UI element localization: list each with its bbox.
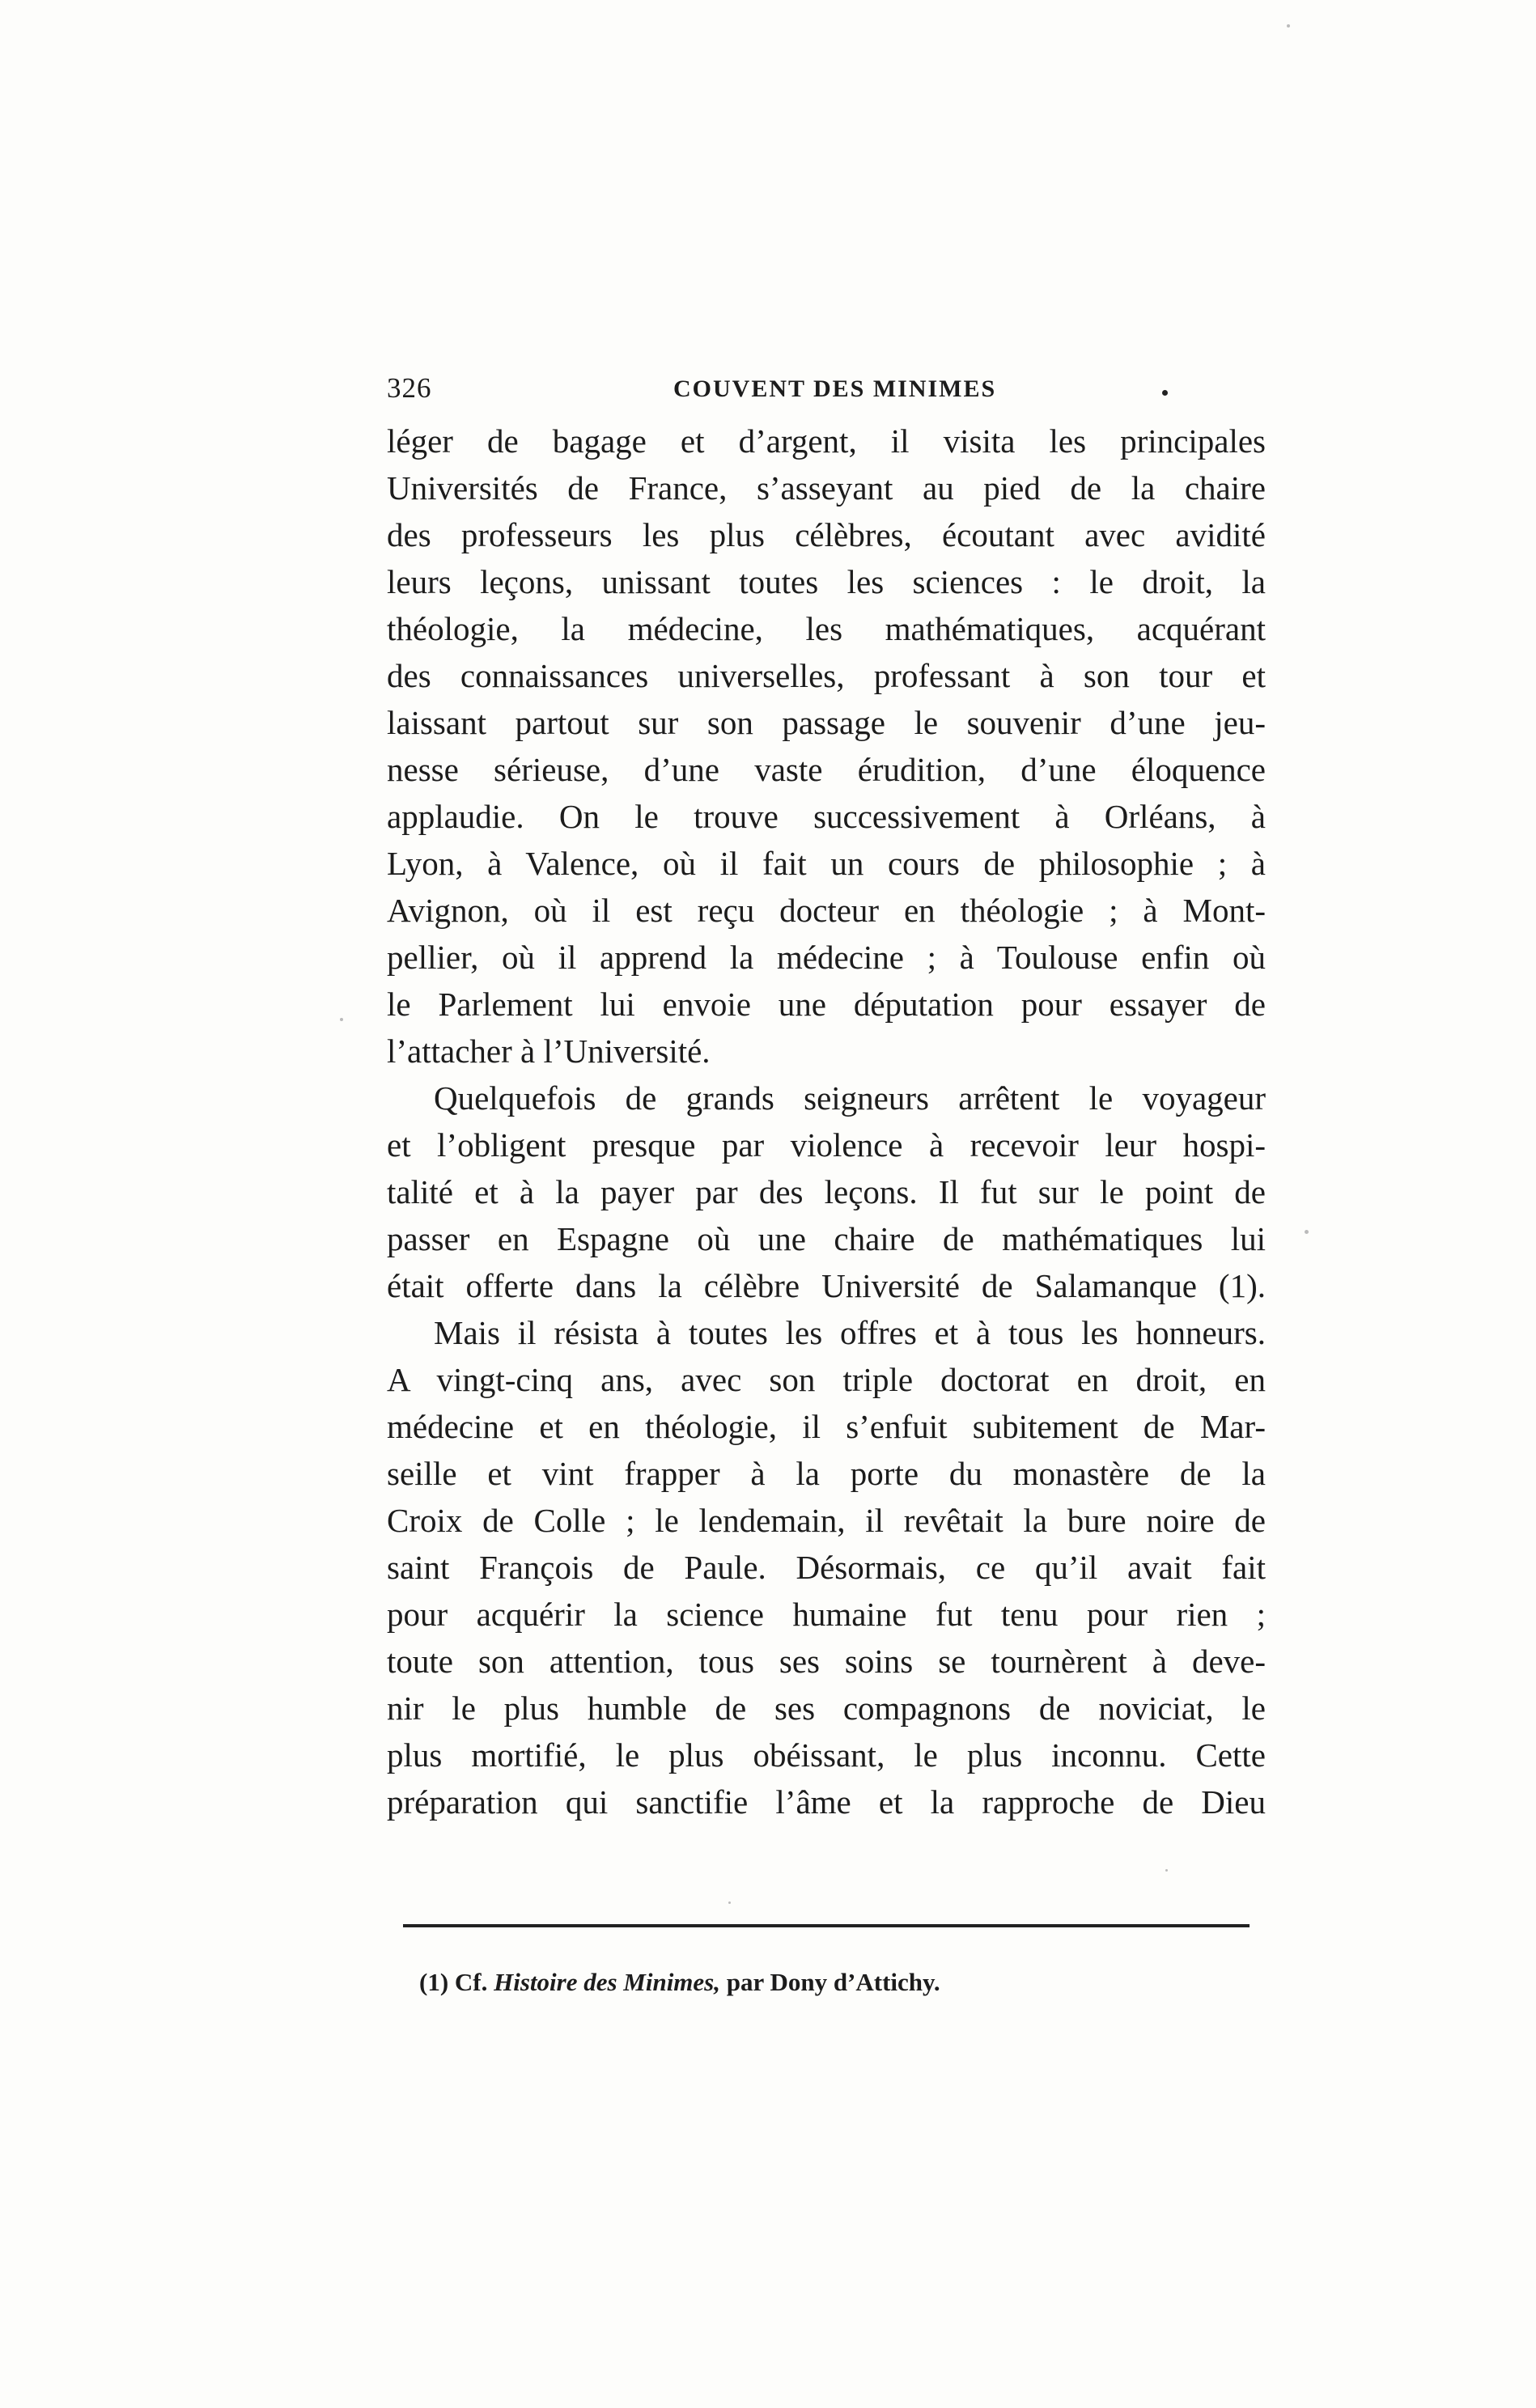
footnote-book-title: Histoire des Minimes,	[494, 1968, 720, 1996]
text-line: talité et à la payer par des leçons. Il fut sur le point de	[387, 1173, 1266, 1210]
text-line: nesse sérieuse, d’une vaste érudition, d’une éloquence	[387, 751, 1266, 788]
paragraph-end-line: était offerte dans la célèbre Université de Salamanque (1).	[387, 1267, 1266, 1304]
text-line: Universités de France, s’asseyant au pied de la chaire	[387, 469, 1266, 507]
text-line: le Parlement lui envoie une députation pour essayer de	[387, 986, 1266, 1023]
text-line: saint François de Paule. Désormais, ce qu’il avait fait	[387, 1549, 1266, 1586]
text-line: laissant partout sur son passage le souvenir d’une jeu-	[387, 704, 1266, 741]
paper-speck	[340, 1018, 343, 1021]
text-line: préparation qui sanctifie l’âme et la rapproche de Dieu	[387, 1783, 1266, 1821]
paper-speck	[728, 1901, 731, 1904]
text-line: Croix de Colle ; le lendemain, il revêtait la bure noire de	[387, 1502, 1266, 1539]
paragraph-start-line: Mais il résista à toutes les offres et à tous les honneurs.	[434, 1314, 1266, 1351]
text-line: médecine et en théologie, il s’enfuit subitement de Mar-	[387, 1408, 1266, 1445]
text-line: plus mortifié, le plus obéissant, le plus inconnu. Cette	[387, 1736, 1266, 1774]
text-line: théologie, la médecine, les mathématiques, acquérant	[387, 610, 1266, 647]
text-line: et l’obligent presque par violence à recevoir leur hospi-	[387, 1126, 1266, 1164]
paragraph-start-line: Quelquefois de grands seigneurs arrêtent le voyageur	[434, 1079, 1266, 1117]
text-line: A vingt-cinq ans, avec son triple doctorat en droit, en	[387, 1361, 1266, 1398]
text-line: des connaissances universelles, professant à son tour et	[387, 657, 1266, 694]
text-line: léger de bagage et d’argent, il visita les principales	[387, 422, 1266, 460]
text-line: leurs leçons, unissant toutes les sciences : le droit, la	[387, 563, 1266, 600]
text-line: toute son attention, tous ses soins se tournèrent à deve-	[387, 1643, 1266, 1680]
text-line: passer en Espagne où une chaire de mathématiques lui	[387, 1220, 1266, 1257]
page-number: 326	[387, 372, 432, 404]
footnote	[419, 1968, 940, 1997]
text-line: pellier, où il apprend la médecine ; à Toulouse enfin où	[387, 939, 1266, 976]
text-line: Avignon, où il est reçu docteur en théologie ; à Mont-	[387, 892, 1266, 929]
body-text	[387, 418, 1266, 1825]
footnote-separator-rule	[403, 1924, 1250, 1927]
text-line: pour acquérir la science humaine fut tenu pour rien ;	[387, 1596, 1266, 1633]
footnote-citation: par Dony d’Attichy.	[726, 1968, 940, 1996]
text-line: des professeurs les plus célèbres, écoutant avec avidité	[387, 516, 1266, 553]
text-line: seille et vint frapper à la porte du monastère de la	[387, 1455, 1266, 1492]
page-header	[387, 366, 1266, 414]
header-dot	[1162, 390, 1168, 396]
paper-speck	[1287, 24, 1290, 28]
footnote-marker: (1) Cf.	[419, 1968, 488, 1996]
running-title: COUVENT DES MINIMES	[673, 375, 997, 402]
paragraph-end-line: l’attacher à l’Université.	[387, 1032, 711, 1070]
paper-speck	[1165, 1869, 1168, 1872]
paper-speck	[1305, 1230, 1309, 1234]
text-line: applaudie. On le trouve successivement à Orléans, à	[387, 798, 1266, 835]
text-line: Lyon, à Valence, où il fait un cours de philosophie ; à	[387, 845, 1266, 882]
text-line: nir le plus humble de ses compagnons de noviciat, le	[387, 1689, 1266, 1727]
